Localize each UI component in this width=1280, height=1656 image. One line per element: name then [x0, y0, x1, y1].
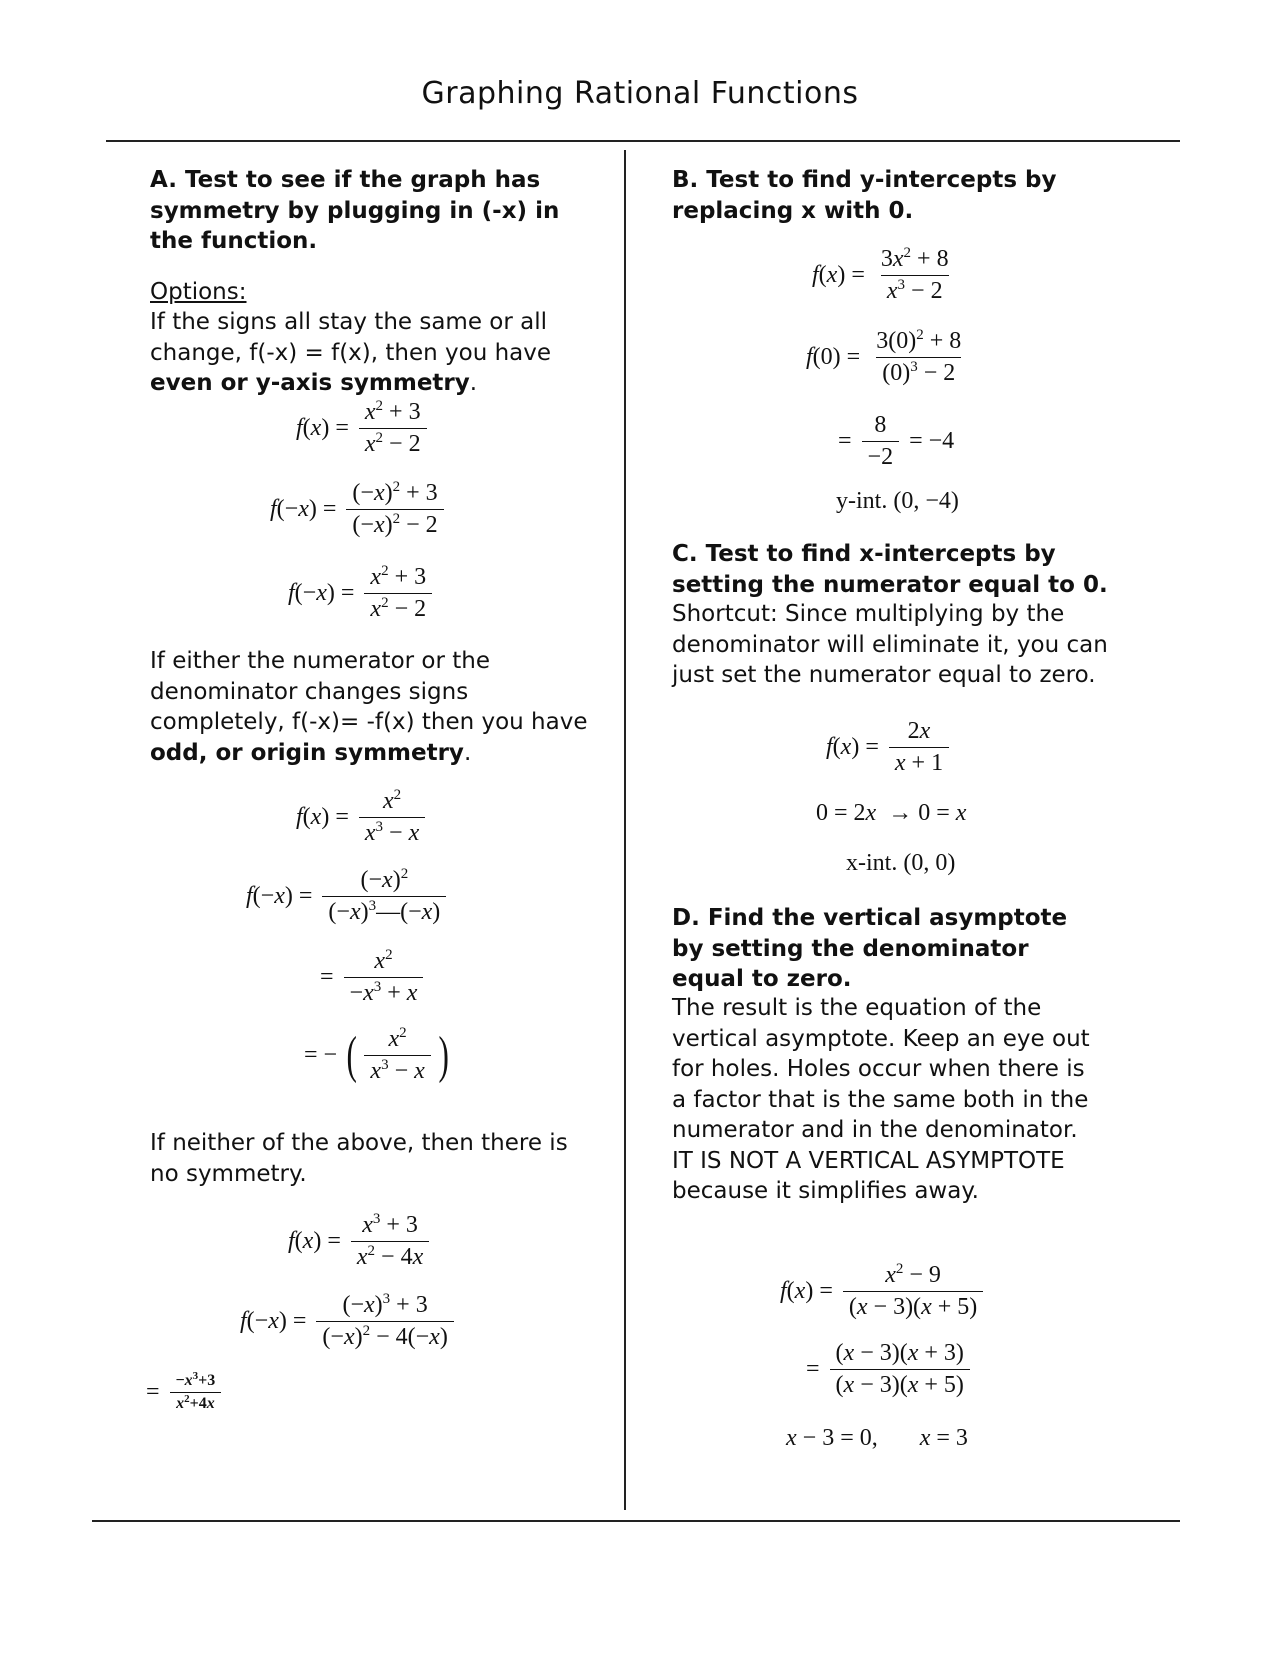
- bottom-rule: [92, 1520, 1180, 1522]
- even-bold: even or y-axis symmetry: [150, 370, 470, 396]
- none-eq-2: f(−x) = $\frac{(-x)^3 + 3}{(-x)^2 - 4(-x)}$: [240, 1292, 458, 1351]
- section-a-heading: A. Test to see if the graph has symmetry by plugging in (-x) in the function.: [150, 167, 560, 254]
- no-symmetry-text: If neither of the above, then there is no symmetry.: [150, 1130, 568, 1187]
- odd-symmetry-text: [150, 646, 610, 768]
- yint-eq-3: = $\frac{8}{-2}$ = −4: [838, 412, 955, 470]
- section-d-body: The result is the equation of the vertical asymptote. Keep an eye out for holes. Holes occur when there is a factor that is the same both in the numerator and in the denominator. IT IS NOT A VERTICAL ASYMPTOTE because it simplifies away.: [672, 995, 1090, 1204]
- even-eq-3: f(−x) = $\frac{x^2 + 3}{x^2 - 2}$: [288, 564, 436, 623]
- section-c-body: Shortcut: Since multiplying by the denominator will eliminate it, you can just set the numerator equal to zero.: [672, 601, 1108, 688]
- yint-eq-1: f(x) = $\frac{3x^2 + 8}{x^3 - 2}$: [812, 245, 949, 304]
- x-intercept-text: x-int. (0, 0): [846, 850, 956, 876]
- even-symmetry-text: [150, 307, 590, 399]
- even-eq-2: f(−x) = $\frac{(-x)^2 + 3}{(-x)^2 - 2}$: [270, 480, 448, 539]
- section-b-heading: B. Test to find y-intercepts by replacing x with 0.: [672, 167, 1057, 224]
- none-eq-3: = $\frac{-x^3+3}{x^2+4x}$: [146, 1372, 225, 1413]
- even-eq-1: f(x) = $\frac{x^2 + 3}{x^2 - 2}$: [296, 399, 431, 458]
- odd-eq-1: f(x) = $\frac{x^2}{x^3 - x}$: [296, 788, 429, 847]
- odd-period: .: [463, 739, 472, 766]
- y-intercept-text: y-int. (0, −4): [836, 488, 959, 514]
- y-intercept: [836, 488, 959, 515]
- odd-eq-3: = $\frac{x^2}{-x^3 + x}$: [314, 948, 427, 1007]
- odd-eq-2: f(−x) = $\frac{(-x)^2}{(-x)^3—(-x)}$: [246, 867, 450, 926]
- options-label: Options:: [150, 279, 247, 305]
- page-title: Graphing Rational Functions: [421, 76, 859, 111]
- odd-eq-4: = − ( $\frac{x^2}{x^3 - x}$ ): [304, 1025, 449, 1084]
- xint-eq-1: f(x) = $\frac{2x}{x + 1}$: [826, 718, 953, 777]
- va-eq-1: f(x) = $\frac{x^2 - 9}{(x - 3)(x + 5)}$: [780, 1262, 987, 1321]
- even-period: .: [469, 370, 478, 396]
- section-c-heading: C. Test to find x-intercepts by setting the numerator equal to 0.: [672, 541, 1108, 598]
- va-eq-3: x − 3 = 0, x = 3: [786, 1425, 968, 1451]
- yint-eq-2: f(0) = $\frac{3(0)^2 + 8}{(0)^3 - 2}$: [806, 327, 962, 386]
- top-rule: [106, 140, 1180, 142]
- xint-eq-2: 0 = 2x → 0 = x: [816, 800, 967, 826]
- section-d-heading: D. Find the vertical asymptote by setting the denominator equal to zero.: [672, 905, 1068, 992]
- va-eq-2: = $\frac{(x - 3)(x + 3)}{(x - 3)(x + 5)}$: [800, 1340, 974, 1399]
- even-text: If the signs all stay the same or all change, f(-x) = f(x), then you have: [150, 309, 552, 366]
- x-intercept: [846, 850, 955, 877]
- odd-text: If either the numerator or the denominator changes signs completely, f(-x)= -f(x) then you have: [150, 648, 588, 735]
- odd-bold: odd, or origin symmetry: [150, 739, 464, 766]
- none-eq-1: f(x) = $\frac{x^3 + 3}{x^2 - 4x}$: [288, 1212, 433, 1271]
- column-divider: [624, 150, 626, 1510]
